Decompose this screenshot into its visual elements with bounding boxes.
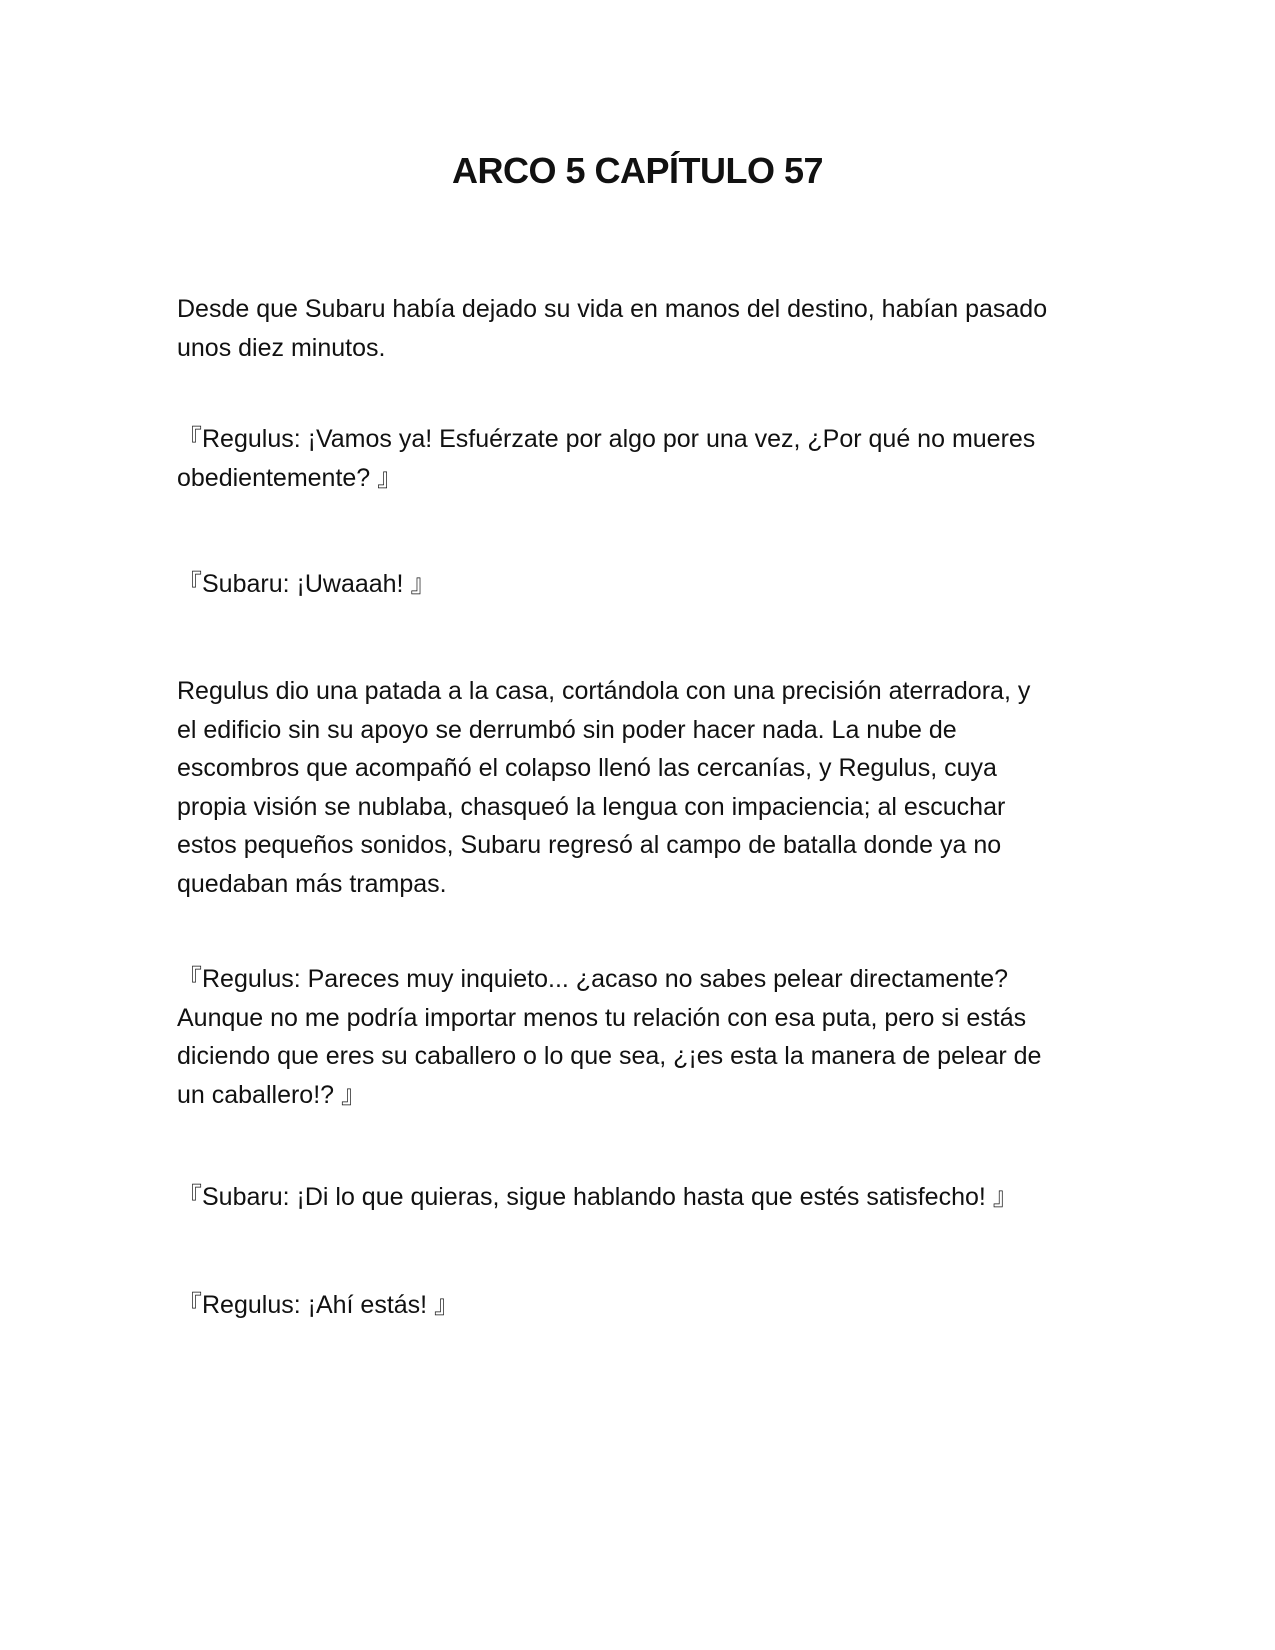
dialogue-subaru-1: 『Subaru: ¡Uwaaah! 』	[177, 570, 436, 598]
narration-paragraph: Desde que Subaru había dejado su vida en manos del destino, habían pasado unos diez minutos.	[177, 295, 1048, 362]
chapter-title: ARCO 5 CAPÍTULO 57	[451, 150, 824, 191]
dialogue-regulus-2: 『Regulus: Pareces muy inquieto... ¿acaso no sabes pelear directamente? Aunque no me podría importar menos tu relación con esa puta, pero si estás diciendo que eres su caballero o lo que sea, ¿¡es esta la manera de pelear de un caballero!? 』	[177, 965, 1042, 1109]
dialogue-subaru-2: 『Subaru: ¡Di lo que quieras, sigue hablando hasta que estés satisfecho! 』	[177, 1183, 1018, 1211]
dialogue-regulus-3: 『Regulus: ¡Ahí estás! 』	[177, 1291, 460, 1319]
dialogue-regulus-1: 『Regulus: ¡Vamos ya! Esfuérzate por algo por una vez, ¿Por qué no mueres obedientemente? 』	[177, 425, 1036, 492]
narration-paragraph: Regulus dio una patada a la casa, cortándola con una precisión aterradora, y el edificio sin su apoyo se derrumbó sin poder hacer nada. La nube de escombros que acompañó el colapso llenó las cercanías, y Regulus, cuya propia visión se nublaba, chasqueó la lengua con impaciencia; al escuchar estos pequeños sonidos, Subaru regresó al campo de batalla donde ya no quedaban más trampas.	[177, 677, 1031, 898]
